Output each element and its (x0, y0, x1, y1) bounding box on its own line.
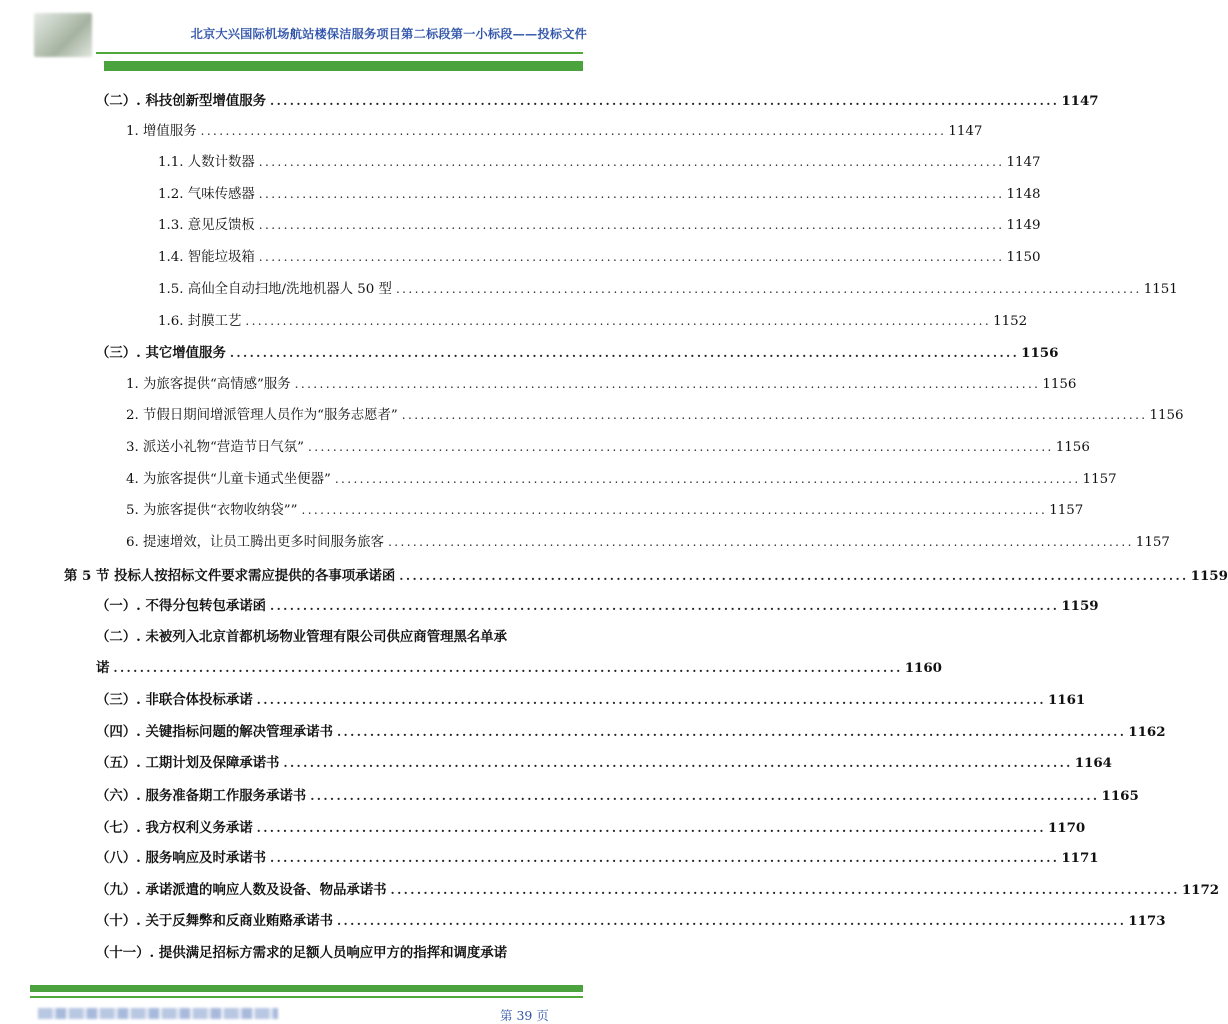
toc-dot-leader: ........................................................................................................................ (270, 851, 1060, 865)
toc-dot-leader: ........................................................................................................................ (310, 789, 1100, 803)
toc-entry[interactable] (96, 847, 1099, 866)
toc-dot-leader: ........................................................................................................................ (401, 408, 1148, 422)
toc-entry[interactable] (126, 404, 1184, 423)
toc-entry-label: 1.6. 封膜工艺 (158, 314, 242, 329)
toc-entry-page-number: 1156 (1055, 440, 1090, 455)
toc-entry-label: 5. 为旅客提供“衣物收纳袋”” (126, 503, 298, 518)
toc-entry-label: （二）. 未被列入北京首都机场物业管理有限公司供应商管理黑名单承 (96, 629, 508, 645)
toc-entry-page-number: 1150 (1006, 250, 1041, 265)
toc-entry[interactable] (126, 120, 983, 139)
toc-dot-leader: ........................................................................................................................ (245, 314, 992, 328)
toc-entry-label: 3. 派送小礼物“营造节日气氛” (126, 440, 305, 455)
toc-entry-page-number: 1170 (1047, 820, 1086, 836)
toc-entry-label: 2. 节假日期间增派管理人员作为“服务志愿者” (126, 408, 398, 423)
footer-divider-thick (30, 985, 583, 992)
footer-company-info-blurred (38, 1008, 278, 1019)
toc-entry-label: 1.3. 意见反馈板 (158, 218, 255, 233)
toc-dot-leader: ........................................................................................................................ (113, 661, 903, 675)
toc-entry-label: （四）. 关键指标问题的解决管理承诺书 (96, 724, 333, 740)
toc-entry[interactable] (158, 278, 1178, 297)
toc-entry-page-number: 1159 (1190, 568, 1228, 584)
toc-entry[interactable] (158, 246, 1041, 265)
toc-entry[interactable] (96, 689, 1086, 708)
toc-dot-leader: ........................................................................................................................ (256, 693, 1046, 707)
toc-entry[interactable] (96, 817, 1086, 836)
toc-entry-label: 1.4. 智能垃圾箱 (158, 250, 255, 265)
toc-entry-label: （七）. 我方权利义务承诺 (96, 820, 253, 836)
toc-entry[interactable] (96, 657, 942, 676)
toc-entry-page-number: 1147 (1061, 93, 1099, 109)
toc-entry[interactable] (96, 721, 1166, 740)
toc-entry-page-number: 1162 (1128, 724, 1166, 740)
toc-entry-label: （二）. 科技创新型增值服务 (96, 93, 267, 109)
toc-dot-leader: ........................................................................................................................ (258, 187, 1005, 201)
toc-dot-leader: ........................................................................................................................ (200, 124, 947, 138)
footer-page-number: 第 39 页 (500, 1008, 549, 1023)
toc-entry-page-number: 1147 (948, 124, 983, 139)
toc-entry-label: （十一）. 提供满足招标方需求的足额人员响应甲方的指挥和调度承诺 (96, 945, 508, 961)
toc-dot-leader: ........................................................................................................................ (336, 914, 1127, 928)
toc-entry-label: 6. 提速增效，让员工腾出更多时间服务旅客 (126, 535, 385, 550)
toc-entry-label: （五）. 工期计划及保障承诺书 (96, 755, 280, 771)
toc-dot-leader: ........................................................................................................................ (308, 440, 1054, 454)
toc-entry-page-number: 1160 (904, 660, 942, 676)
toc-entry[interactable] (96, 785, 1139, 804)
toc-entry[interactable] (158, 310, 1028, 329)
toc-entry[interactable] (126, 373, 1077, 392)
toc-dot-leader: ........................................................................................................................ (301, 503, 1048, 517)
toc-entry-page-number: 1173 (1128, 913, 1166, 929)
toc-entry-page-number: 1147 (1006, 155, 1041, 170)
toc-entry-label: （三）. 非联合体投标承诺 (96, 692, 253, 708)
toc-entry-label: 1.2. 气味传感器 (158, 187, 255, 202)
toc-entry-label: （八）. 服务响应及时承诺书 (96, 850, 267, 866)
toc-entry-page-number: 1148 (1006, 187, 1041, 202)
toc-entry-page-number: 1149 (1006, 218, 1041, 233)
toc-dot-leader: ........................................................................................................................ (258, 218, 1005, 232)
toc-entry-label: 1. 为旅客提供“高情感”服务 (126, 377, 291, 392)
toc-entry-page-number: 1165 (1101, 788, 1139, 804)
toc-dot-leader: ........................................................................................................................ (258, 250, 1005, 264)
toc-entry-page-number: 1172 (1181, 882, 1220, 898)
toc-dot-leader: ........................................................................................................................ (270, 599, 1060, 613)
toc-entry-page-number: 1156 (1149, 408, 1184, 423)
toc-entry[interactable] (96, 752, 1113, 771)
toc-entry-page-number: 1156 (1021, 345, 1059, 361)
toc-dot-leader: ........................................................................................................................ (283, 756, 1073, 770)
toc-entry-label: 4. 为旅客提供“儿童卡通式坐便器” (126, 472, 331, 487)
toc-dot-leader: ........................................................................................................................ (334, 472, 1081, 486)
toc-entry-page-number: 1157 (1049, 503, 1084, 518)
toc-entry-label: 1. 增值服务 (126, 124, 197, 139)
toc-entry-page-number: 1157 (1082, 472, 1117, 487)
toc-entry[interactable] (158, 151, 1041, 170)
toc-entry-page-number: 1161 (1047, 692, 1086, 708)
toc-entry[interactable] (126, 436, 1090, 455)
toc-entry-page-number: 1151 (1143, 282, 1178, 297)
toc-dot-leader: ........................................................................................................................ (336, 725, 1127, 739)
toc-entry-label: 1.1. 人数计数器 (158, 155, 255, 170)
toc-dot-leader: ........................................................................................................................ (395, 282, 1142, 296)
toc-entry[interactable] (96, 342, 1059, 361)
toc-entry-page-number: 1157 (1135, 535, 1170, 550)
toc-entry-label: 诺 (96, 660, 110, 676)
toc-entry-page-number: 1171 (1061, 850, 1099, 866)
toc-entry-label: 1.5. 高仙全自动扫地/洗地机器人 50 型 (158, 282, 392, 297)
toc-entry[interactable] (126, 531, 1170, 550)
toc-entry[interactable] (96, 626, 585, 645)
toc-entry-page-number: 1164 (1074, 755, 1113, 771)
toc-entry-label: （一）. 不得分包转包承诺函 (96, 598, 267, 614)
toc-entry[interactable] (96, 90, 1099, 109)
toc-entry-page-number: 1152 (993, 314, 1028, 329)
toc-entry[interactable] (64, 565, 1228, 584)
header-divider-thin (96, 52, 583, 54)
toc-entry[interactable] (158, 183, 1041, 202)
toc-dot-leader: ........................................................................................................................ (256, 821, 1046, 835)
toc-dot-leader: ........................................................................................................................ (388, 535, 1134, 549)
toc-entry[interactable] (158, 214, 1041, 233)
toc-dot-leader: ........................................................................................................................ (270, 94, 1060, 108)
toc-entry-label: （三）. 其它增值服务 (96, 345, 226, 361)
footer-divider-thin (30, 996, 583, 998)
toc-entry-label: （六）. 服务准备期工作服务承诺书 (96, 788, 307, 804)
toc-entry-label: 第 5 节 投标人按招标文件要求需应提供的各事项承诺函 (64, 568, 396, 584)
toc-entry[interactable] (126, 499, 1084, 518)
toc-entry-label: （九）. 承诺派遣的响应人数及设备、物品承诺书 (96, 882, 387, 898)
toc-entry-page-number: 1159 (1061, 598, 1099, 614)
toc-dot-leader: ........................................................................................................................ (294, 377, 1041, 391)
toc-entry[interactable] (96, 910, 1166, 929)
toc-dot-leader: ........................................................................................................................ (399, 569, 1189, 583)
toc-dot-leader: ........................................................................................................................ (390, 883, 1180, 897)
toc-dot-leader: ........................................................................................................................ (229, 346, 1020, 360)
toc-entry[interactable] (96, 595, 1099, 614)
toc-entry[interactable] (96, 942, 585, 961)
company-logo (34, 13, 92, 57)
header-divider-thick (104, 61, 583, 71)
toc-dot-leader: ........................................................................................................................ (258, 155, 1005, 169)
document-header-title: 北京大兴国际机场航站楼保洁服务项目第二标段第一小标段——投标文件 (190, 27, 587, 41)
toc-entry-page-number: 1156 (1042, 377, 1077, 392)
toc-entry[interactable] (96, 879, 1220, 898)
toc-entry[interactable] (126, 468, 1117, 487)
toc-entry-label: （十）. 关于反舞弊和反商业贿赂承诺书 (96, 913, 333, 929)
